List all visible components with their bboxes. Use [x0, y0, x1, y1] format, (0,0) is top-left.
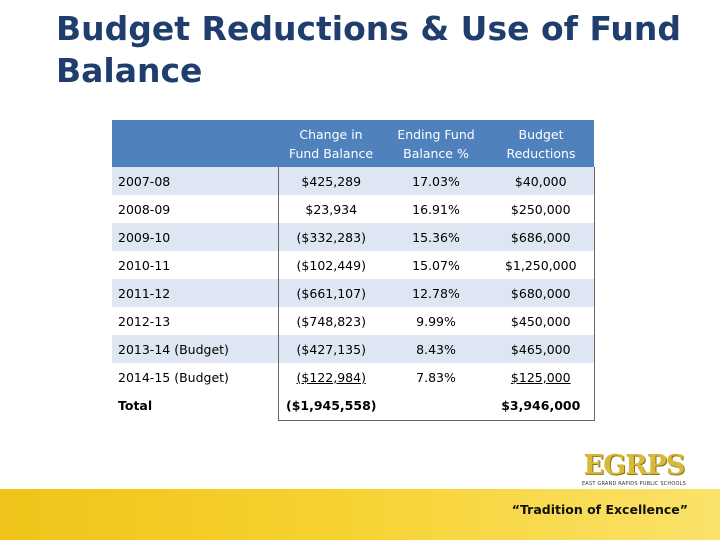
- cell-budget-reduction: $686,000: [488, 223, 594, 251]
- cell-change: ($748,823): [278, 307, 384, 335]
- header-change-in-fund-balance: [278, 120, 384, 167]
- cell-change: ($102,449): [278, 251, 384, 279]
- cell-change: ($332,283): [278, 223, 384, 251]
- cell-ending-pct: 8.43%: [384, 335, 488, 363]
- logo-wordmark: EGRPS: [583, 450, 685, 481]
- cell-year: 2013-14 (Budget): [112, 335, 278, 363]
- cell-budget-reduction: $1,250,000: [488, 251, 594, 279]
- slide-title: Budget Reductions & Use of Fund Balance: [56, 9, 681, 90]
- table-row: [112, 251, 594, 279]
- budget-value: $125,000: [510, 369, 571, 385]
- cell-total-ending-pct: [384, 391, 488, 421]
- cell-budget-reduction: [488, 363, 594, 391]
- table-total-row: [112, 391, 594, 421]
- header-line: Change in: [299, 126, 363, 142]
- header-ending-fund-balance-pct: [384, 120, 488, 167]
- cell-year: 2009-10: [112, 223, 278, 251]
- cell-change: [278, 363, 384, 391]
- cell-year: 2008-09: [112, 195, 278, 223]
- header-blank-cell: [112, 120, 278, 167]
- cell-ending-pct: 17.03%: [384, 167, 488, 195]
- header-line: Budget: [518, 126, 564, 142]
- header-budget-reductions: [488, 120, 594, 167]
- cell-budget-reduction: $450,000: [488, 307, 594, 335]
- cell-ending-pct: 12.78%: [384, 279, 488, 307]
- cell-ending-pct: 7.83%: [384, 363, 488, 391]
- header-line: Ending Fund: [397, 126, 475, 142]
- header-line: Fund Balance: [288, 145, 374, 161]
- cell-year: 2014-15 (Budget): [112, 363, 278, 391]
- cell-ending-pct: 15.36%: [384, 223, 488, 251]
- change-value: ($122,984): [296, 369, 366, 385]
- budget-table-container: [112, 120, 594, 421]
- cell-year: 2011-12: [112, 279, 278, 307]
- table-row: [112, 167, 594, 195]
- table-row: [112, 223, 594, 251]
- cell-year: 2012-13: [112, 307, 278, 335]
- cell-year: 2010-11: [112, 251, 278, 279]
- cell-ending-pct: 15.07%: [384, 251, 488, 279]
- table-row: [112, 363, 594, 391]
- egrps-logo: [578, 452, 690, 488]
- cell-total-label: Total: [112, 391, 278, 421]
- table-row: [112, 279, 594, 307]
- budget-table: [112, 120, 595, 421]
- table-header-row: [112, 120, 594, 167]
- cell-change: ($427,135): [278, 335, 384, 363]
- header-line: Balance %: [403, 145, 469, 161]
- cell-change: ($661,107): [278, 279, 384, 307]
- cell-budget-reduction: $40,000: [488, 167, 594, 195]
- cell-budget-reduction: $680,000: [488, 279, 594, 307]
- cell-total-change: ($1,945,558): [278, 391, 384, 421]
- cell-budget-reduction: $465,000: [488, 335, 594, 363]
- table-row: [112, 335, 594, 363]
- header-line: Reductions: [506, 145, 576, 161]
- logo-subtitle: EAST GRAND RAPIDS PUBLIC SCHOOLS: [581, 481, 687, 487]
- cell-change: $23,934: [278, 195, 384, 223]
- cell-total-budget-reduction: $3,946,000: [488, 391, 594, 421]
- cell-budget-reduction: $250,000: [488, 195, 594, 223]
- cell-ending-pct: 9.99%: [384, 307, 488, 335]
- table-row: [112, 307, 594, 335]
- cell-year: 2007-08: [112, 167, 278, 195]
- table-row: [112, 195, 594, 223]
- cell-ending-pct: 16.91%: [384, 195, 488, 223]
- footer-tagline: “Tradition of Excellence”: [511, 502, 688, 517]
- cell-change: $425,289: [278, 167, 384, 195]
